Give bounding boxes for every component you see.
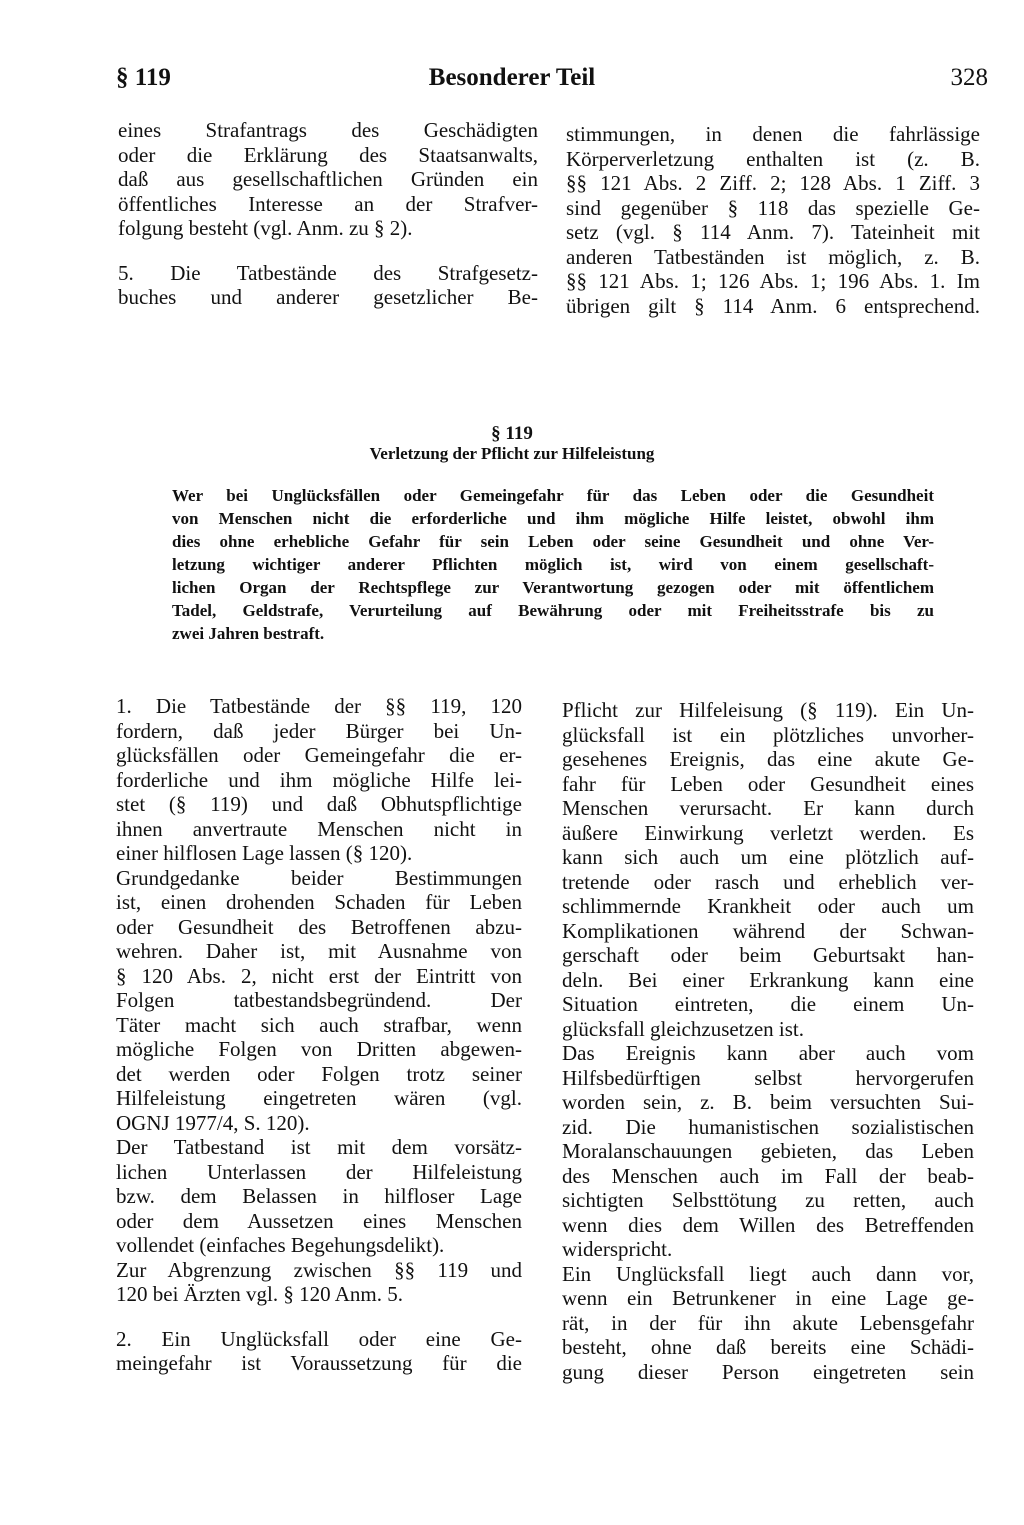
text-line: bzw. dem Belassen in hilfloser Lage [116,1184,522,1208]
note-5-line: buches und anderer gesetzlicher Be- [118,285,538,309]
text-line: 120 bei Ärzten vgl. § 120 Anm. 5. [116,1282,403,1306]
paragraph-gap [116,1307,522,1327]
text-line: Zur Abgrenzung zwischen §§ 119 und [116,1257,522,1282]
statute-line: zwei Jahren bestraft. [172,624,325,643]
text-line: § 120 Abs. 2, nicht erst der Eintritt von [116,963,522,988]
bottom-right-column [562,698,974,1384]
statute-line: Tadel, Geldstrafe, Verurteilung auf Bewährung oder mit Freiheitsstrafe bis zu [172,601,934,620]
text-line: glücksfall ist ein plötzliches unvorher- [562,722,974,747]
text-line: Menschen verursacht. Er kann durch [562,796,974,820]
text-line: folgung besteht (vgl. Anm. zu § 2). [118,216,413,240]
text-line: äußere Einwirkung verletzt werden. Es [562,820,974,845]
text-line: §§ 121 Abs. 2 Ziff. 2; 128 Abs. 1 Ziff. 3 [566,171,980,195]
statute-line: lichen Organ der Rechtspflege zur Verantwortung gezogen oder mit öffentlichem [172,578,934,597]
running-header-section: § 119 [116,64,171,91]
note-1-line: ihnen anvertraute Menschen nicht in [116,816,522,841]
text-line: OGNJ 1977/4, S. 120). [116,1110,310,1135]
text-line: fahr für Leben oder Gesundheit eines [562,771,974,796]
section-title: Verletzung der Pflicht zur Hilfeleistung [369,444,655,463]
running-header-title: Besonderer Teil [428,64,596,91]
text-line: setz (vgl. § 114 Anm. 7). Tateinheit mit [566,220,980,244]
text-line: worden sein, z. B. beim versuchten Sui- [562,1090,974,1114]
text-line: stimmungen, in denen die fahrlässige [566,122,980,146]
note-1-line: 1. Die Tatbestände der §§ 119, 120 [116,694,522,718]
note-2-line: meingefahr ist Voraussetzung für die [116,1351,522,1375]
text-line: deln. Bei einer Erkrankung kann eine [562,967,974,992]
paragraph-gap [118,241,538,261]
text-line: oder die Erklärung des Staatsanwalts, [118,142,538,167]
text-line: schlimmernde Krankheit oder auch um [562,894,974,918]
text-line: anderen Tatbeständen ist möglich, z. B. [566,244,980,269]
text-line: eines Strafantrags des Geschädigten [118,118,538,142]
text-line: rät, in der für ihn akute Lebensgefahr [562,1310,974,1335]
text-line: Der Tatbestand ist mit dem vorsätz- [116,1135,522,1159]
note-1-line: fordern, daß jeder Bürger bei Un- [116,718,522,743]
text-line: §§ 121 Abs. 1; 126 Abs. 1; 196 Abs. 1. Im [566,269,980,293]
page-number: 328 [950,64,988,91]
top-right-column [566,122,980,318]
text-line: kann sich auch um eine plötzlich auf- [562,845,974,869]
text-line: Situation eintreten, die einem Un- [562,992,974,1016]
section-number: § 119 [491,423,533,444]
text-line: mögliche Folgen von Dritten abgewen- [116,1037,522,1061]
note-5-line: 5. Die Tatbestände des Strafgesetz- [118,260,538,285]
statute-line: Wer bei Unglücksfällen oder Gemeingefahr für das Leben oder die Gesundheit [172,486,934,505]
text-line: Das Ereignis kann aber auch vom [562,1041,974,1065]
text-line: wehren. Daher ist, mit Ausnahme von [116,939,522,963]
text-line: Folgen tatbestandsbegründend. Der [116,988,522,1012]
text-line: vollendet (einfaches Begehungsdelikt). [116,1233,445,1257]
statute-line: dies ohne erhebliche Gefahr für sein Leben oder seine Gesundheit und ohne Ver- [172,532,934,551]
statute-text [172,484,934,645]
text-line: tretende oder rasch und erheblich ver- [562,869,974,894]
text-line: oder Gesundheit des Betroffenen abzu- [116,914,522,939]
text-line: sichtigten Selbsttötung zu retten, auch [562,1188,974,1212]
text-line: glücksfall gleichzusetzen ist. [562,1016,805,1041]
bottom-left-column [116,694,522,1376]
text-line: Täter macht sich auch strafbar, wenn [116,1012,522,1037]
text-line: Hilfsbedürftigen selbst hervorgerufen [562,1065,974,1090]
text-line: Ein Unglücksfall liegt auch dann vor, [562,1261,974,1286]
note-1-line: forderliche und ihm mögliche Hilfe lei- [116,767,522,792]
text-line: Grundgedanke beider Bestimmungen [116,865,522,890]
text-line: det werden oder Folgen trotz seiner [116,1061,522,1086]
note-2-line: 2. Ein Unglücksfall oder eine Ge- [116,1326,522,1351]
note-1-line: glücksfällen oder Gemeingefahr die er- [116,743,522,767]
text-line: wenn ein Betrunkener in eine Lage ge- [562,1286,974,1310]
text-line: öffentliches Interesse an der Strafver- [118,191,538,216]
text-line: Komplikationen während der Schwan- [562,918,974,943]
text-line: lichen Unterlassen der Hilfeleistung [116,1159,522,1184]
statute-line: letzung wichtiger anderer Pflichten möglich ist, wird von einem gesellschaft- [172,555,934,574]
statute-line: von Menschen nicht die erforderliche und ihm mögliche Hilfe leistet, obwohl ihm [172,509,934,528]
note-1-line: stet (§ 119) und daß Obhutspflichtige [116,792,522,816]
text-line: gerschaft oder beim Geburtsakt han- [562,943,974,967]
note-1-line: einer hilflosen Lage lassen (§ 120). [116,841,413,865]
text-line: oder dem Aussetzen eines Menschen [116,1208,522,1233]
text-line: übrigen gilt § 114 Anm. 6 entsprechend. [566,293,980,318]
text-line: Pflicht zur Hilfeleisung (§ 119). Ein Un- [562,698,974,722]
text-line: daß aus gesellschaftlichen Gründen ein [118,167,538,191]
text-line: besteht, ohne daß bereits eine Schädi- [562,1335,974,1359]
text-line: gung dieser Person eingetreten sein [562,1359,974,1384]
text-line: ist, einen drohenden Schaden für Leben [116,890,522,914]
text-line: des Menschen auch im Fall der beab- [562,1163,974,1188]
text-line: Hilfeleistung eingetreten wären (vgl. [116,1086,522,1110]
text-line: gesehenes Ereignis, das eine akute Ge- [562,747,974,771]
text-line: widerspricht. [562,1237,673,1261]
top-left-column [118,118,538,310]
text-line: Körperverletzung enthalten ist (z. B. [566,146,980,171]
text-line: sind gegenüber § 118 das spezielle Ge- [566,195,980,220]
text-line: Moralanschauungen gebieten, das Leben [562,1139,974,1163]
text-line: wenn dies dem Willen des Betreffenden [562,1212,974,1237]
text-line: zid. Die humanistischen sozialistischen [562,1114,974,1139]
